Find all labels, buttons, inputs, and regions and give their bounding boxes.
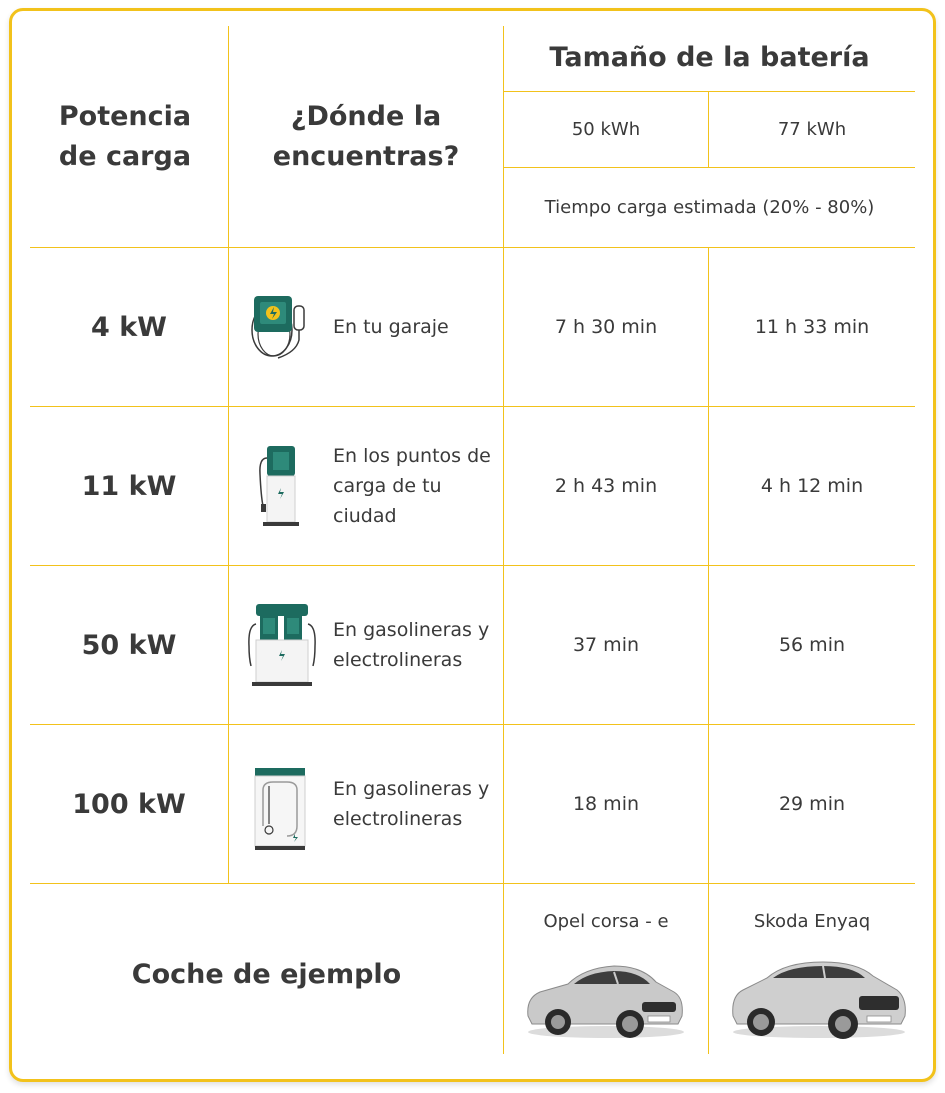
location-label: En los puntos de carga de tu ciudad bbox=[333, 445, 491, 527]
location-label: En gasolineras y electrolineras bbox=[333, 619, 490, 671]
time-cell-a: 37 min bbox=[572, 634, 640, 656]
location-cell bbox=[333, 248, 501, 406]
row-power: 100 kW bbox=[72, 788, 186, 820]
location-cell bbox=[333, 725, 501, 883]
car-name-a: Opel corsa - e bbox=[543, 910, 669, 932]
battery-size-a: 50 kWh bbox=[571, 119, 641, 140]
time-cell-b: 11 h 33 min bbox=[754, 316, 870, 338]
location-label: En tu garaje bbox=[333, 316, 449, 338]
row-power: 11 kW bbox=[81, 470, 177, 502]
header-power: Potencia de carga bbox=[58, 101, 192, 172]
time-cell-b: 56 min bbox=[778, 634, 846, 656]
time-cell-a: 2 h 43 min bbox=[554, 475, 658, 497]
row-power: 50 kW bbox=[81, 629, 177, 661]
car-image-a bbox=[522, 958, 688, 1040]
location-cell bbox=[333, 566, 501, 724]
example-car-label: Coche de ejemplo bbox=[131, 958, 402, 990]
time-cell-a: 18 min bbox=[572, 793, 640, 815]
car-image-b bbox=[727, 956, 911, 1040]
time-cell-a: 7 h 30 min bbox=[554, 316, 658, 338]
dual-charger-icon bbox=[246, 602, 318, 688]
location-label: En gasolineras y electrolineras bbox=[333, 778, 490, 830]
battery-size-b: 77 kWh bbox=[777, 119, 847, 140]
divider bbox=[228, 26, 229, 883]
row-power: 4 kW bbox=[91, 311, 167, 343]
location-cell bbox=[333, 407, 501, 565]
time-cell-b: 4 h 12 min bbox=[760, 475, 864, 497]
fast-charger-icon bbox=[253, 766, 307, 852]
time-caption: Tiempo carga estimada (20% - 80%) bbox=[544, 197, 875, 218]
wallbox-charger-icon bbox=[248, 292, 318, 364]
street-charger-icon bbox=[255, 444, 301, 528]
header-where: ¿Dónde la encuentras? bbox=[272, 101, 460, 172]
car-name-b: Skoda Enyaq bbox=[753, 910, 871, 932]
time-cell-b: 29 min bbox=[778, 793, 846, 815]
header-battery: Tamaño de la batería bbox=[549, 42, 870, 73]
